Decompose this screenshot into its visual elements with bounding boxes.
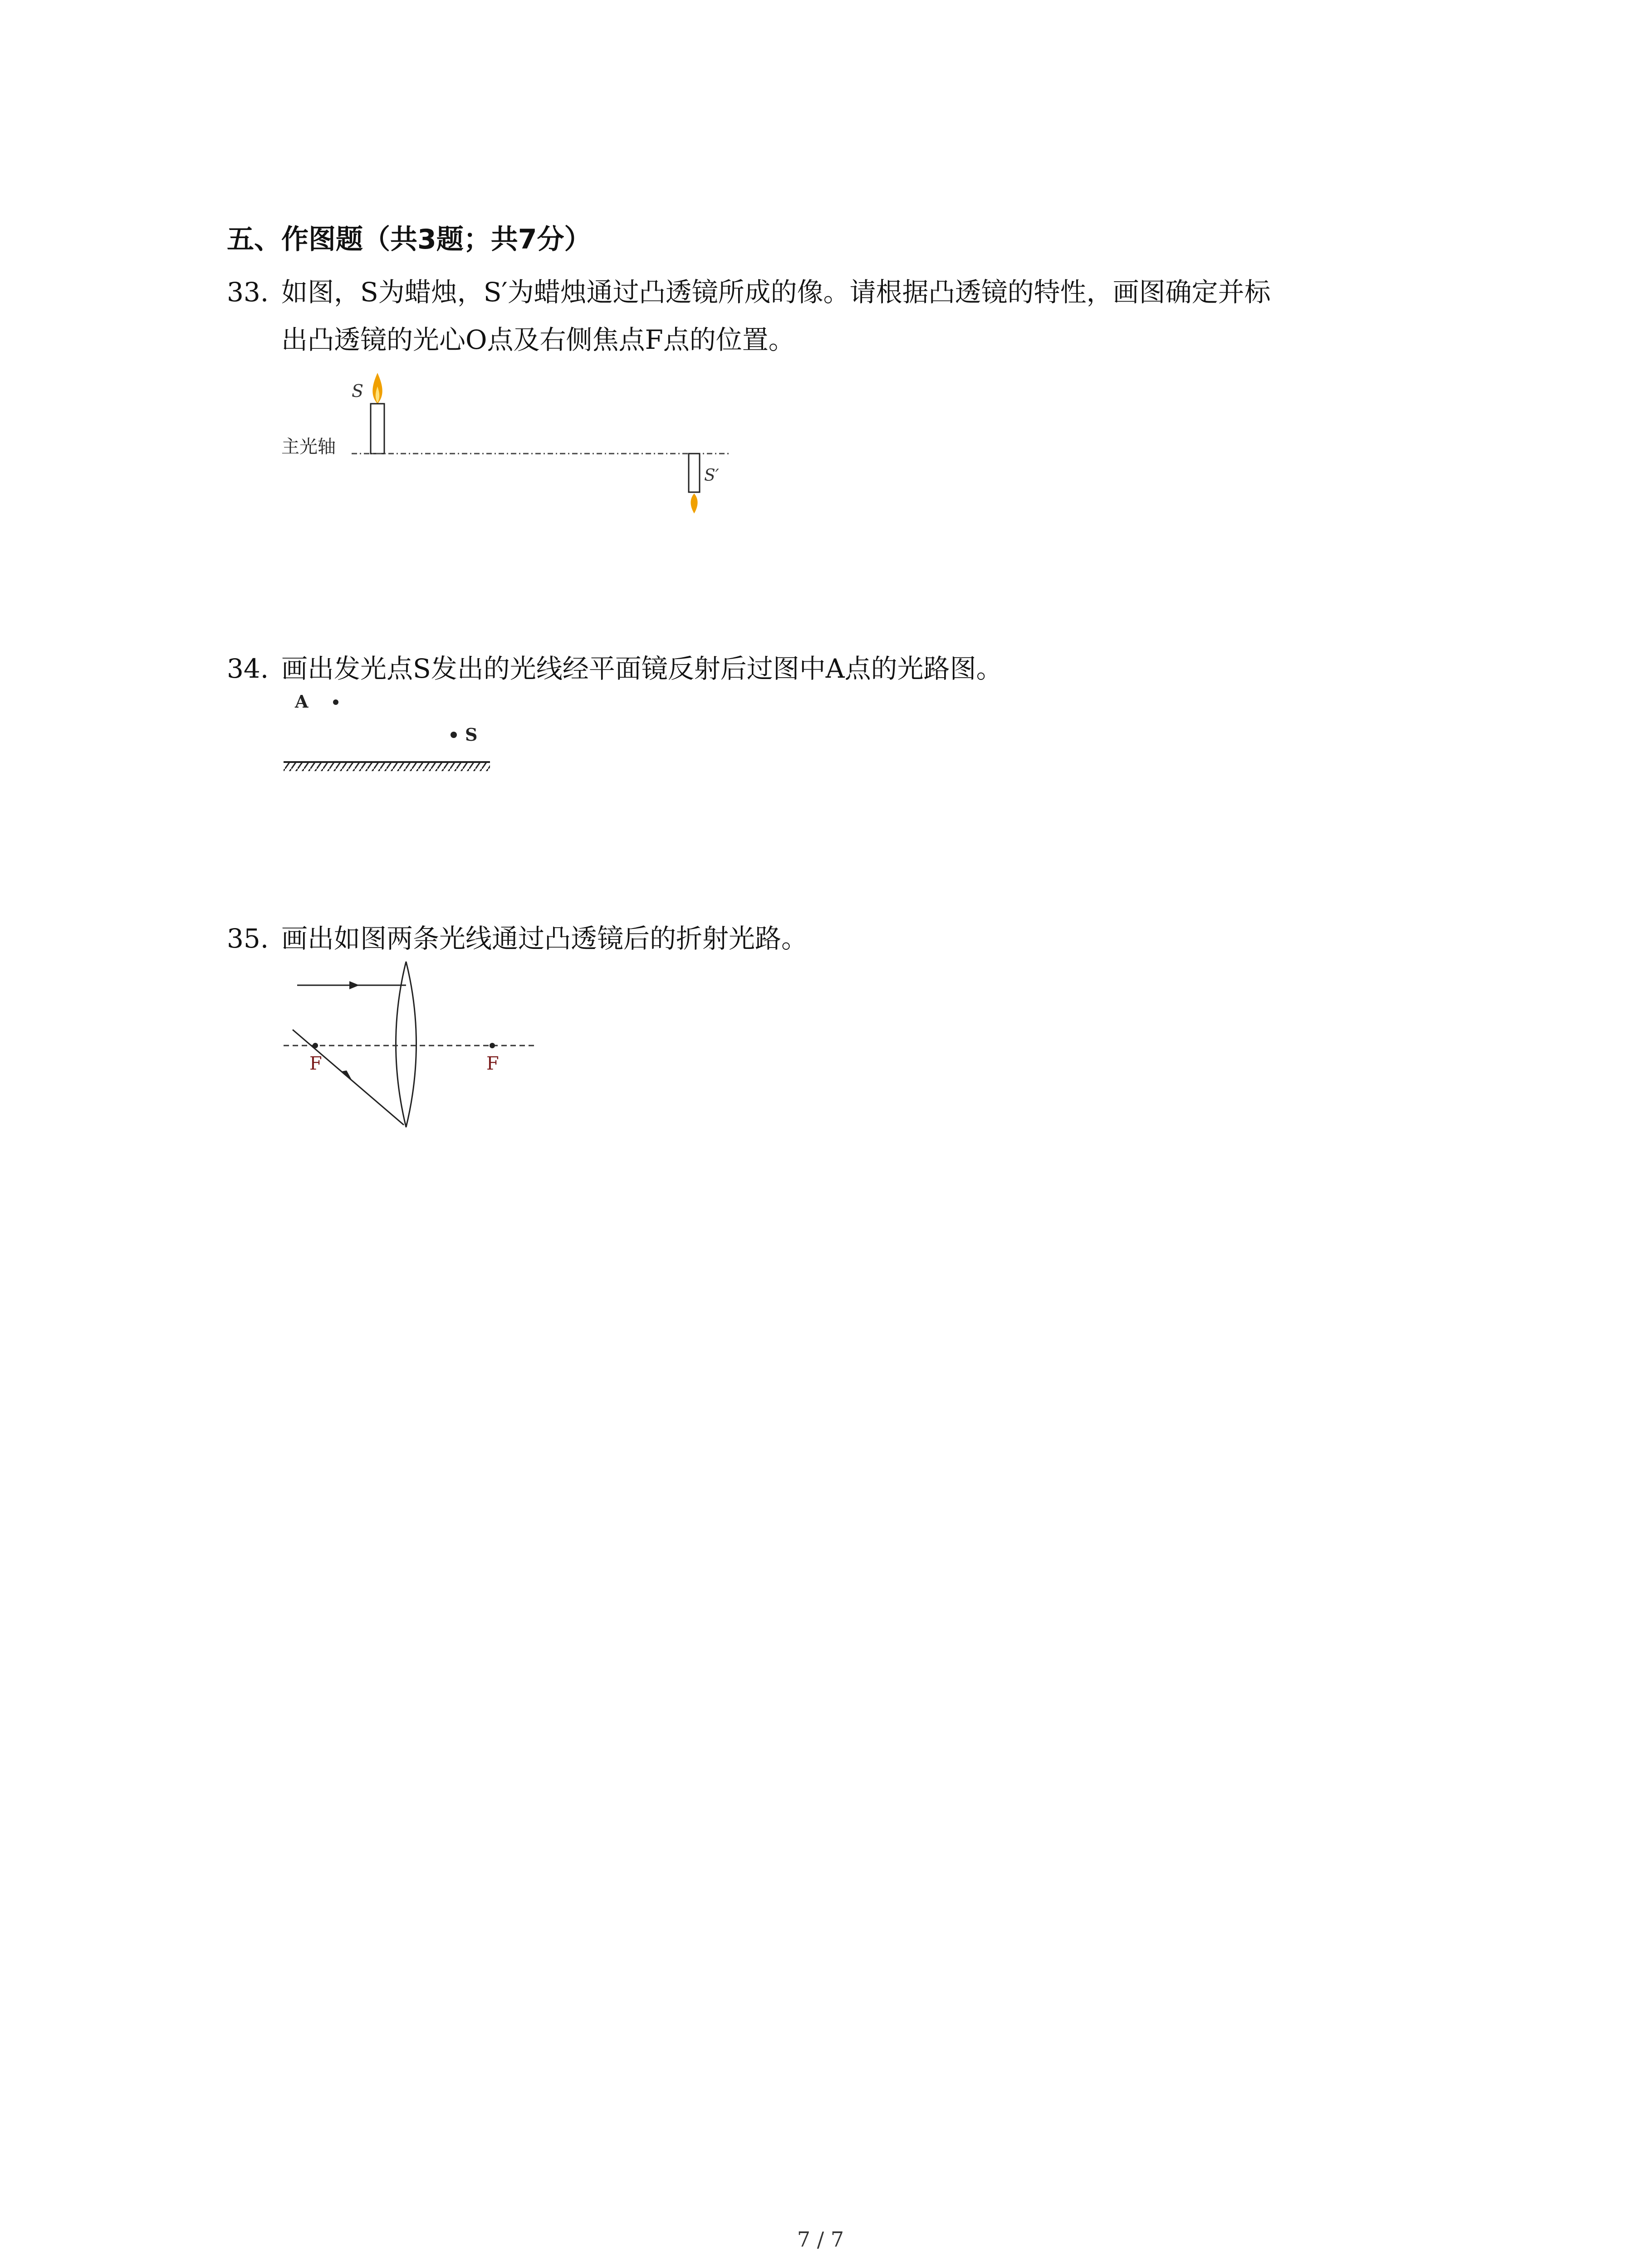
image-candle-shape <box>689 454 700 492</box>
convex-lens <box>396 962 416 1127</box>
question-35 <box>227 925 808 952</box>
question-number: 34. <box>227 653 269 684</box>
point-a-label: A <box>295 691 309 712</box>
question-number: 35. <box>227 923 269 954</box>
point-s <box>451 732 457 738</box>
incident-ray-through-focus <box>293 1030 404 1125</box>
figure-35-lens-diagram <box>272 953 554 1134</box>
question-text: 画出发光点S发出的光线经平面镜反射后过图中A点的光路图。 <box>281 653 1003 684</box>
figure-34-mirror-diagram <box>272 687 508 782</box>
image-flame-icon <box>691 494 697 513</box>
candle-label: S <box>352 381 364 401</box>
image-label: S′ <box>704 466 719 485</box>
question-33 <box>227 277 1271 308</box>
right-focus-point <box>490 1043 495 1048</box>
question-33-line2: 出凸透镜的光心O点及右侧焦点F点的位置。 <box>281 324 795 355</box>
page-number: 7 / 7 <box>797 2227 844 2252</box>
point-s-label: S <box>465 724 478 745</box>
point-a <box>333 699 338 705</box>
candle-shape <box>371 404 384 454</box>
arrow-down-right-icon <box>341 1070 352 1080</box>
figure-33-candle-diagram <box>272 367 749 522</box>
question-number: 33. <box>227 277 269 308</box>
mirror-hatching <box>284 763 490 771</box>
question-text: 画出如图两条光线通过凸透镜后的折射光路。 <box>281 923 808 954</box>
arrow-right-icon <box>349 981 359 989</box>
question-text-line1: 如图，S为蜡烛，S′为蜡烛通过凸透镜所成的像。请根据凸透镜的特性，画图确定并标 <box>281 277 1271 308</box>
left-focus-point <box>313 1043 318 1048</box>
left-focus-label: F <box>309 1053 322 1074</box>
question-34 <box>227 655 1003 682</box>
right-focus-label: F <box>486 1053 499 1074</box>
section-title: 五、作图题（共3题；共7分） <box>227 224 592 255</box>
axis-label: 主光轴 <box>281 437 336 457</box>
